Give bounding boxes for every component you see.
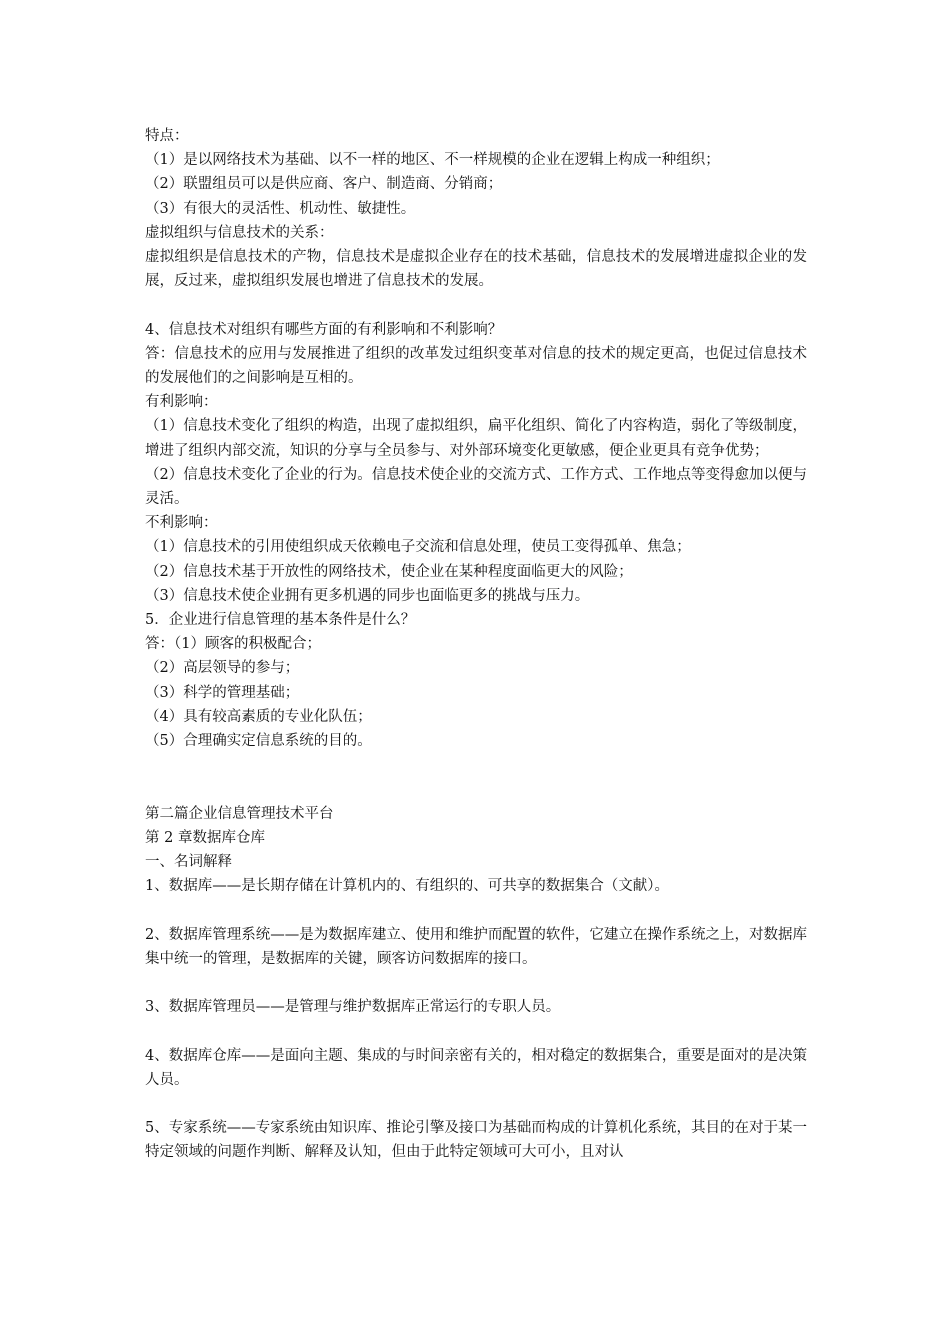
- blank-lines: [145, 753, 807, 801]
- section-title: 第二篇企业信息管理技术平台: [145, 805, 334, 822]
- definition-1: 1、数据库——是长期存储在计算机内的、有组织的、可共享的数据集合（文献）。: [145, 878, 669, 895]
- paragraph-answer-4: 答：信息技术的应用与发展推进了组织的改革发过组织变革对信息的技术的规定更高，也促过信息技术的发展他们的之间影响是互相的。: [145, 345, 807, 387]
- paragraph-feature-3: （3）有很大的灵活性、机动性、敏捷性。: [145, 200, 416, 217]
- definition-5: 5、专家系统——专家系统由知识库、推论引擎及接口为基础而构成的计算机化系统，其目的在对于某一特定领域的问题作判断、解释及认知，但由于此特定领域可大可小，且对认: [145, 1120, 807, 1161]
- chapter-title: 第 2 章数据库仓库: [145, 829, 265, 846]
- paragraph-answer-5-3: （3）科学的管理基础；: [145, 684, 300, 701]
- paragraph-negative-1: （1）信息技术的引用使组织成天依赖电子交流和信息处理，使员工变得孤单、焦急；: [145, 539, 691, 556]
- paragraph-positive-heading: 有利影响：: [145, 394, 218, 411]
- paragraph-answer-5-4: （4）具有较高素质的专业化队伍；: [145, 708, 372, 725]
- blank-line: [145, 898, 807, 922]
- blank-line: [145, 971, 807, 995]
- paragraph-relation-heading: 虚拟组织与信息技术的关系：: [145, 224, 334, 241]
- blank-line: [145, 293, 807, 317]
- paragraph-question-4: 4、信息技术对组织有哪些方面的有利影响和不利影响？: [145, 321, 503, 338]
- paragraph-feature-1: （1）是以网络技术为基础、以不一样的地区、不一样规模的企业在逻辑上构成一种组织；: [145, 152, 720, 169]
- paragraph-negative-heading: 不利影响：: [145, 515, 218, 532]
- paragraph-answer-5-2: （2）高层领导的参与；: [145, 660, 300, 677]
- paragraph-positive-1: （1）信息技术变化了组织的构造，出现了虚拟组织，扁平化组织、简化了内容构造，弱化了等级制度，增进了组织内部交流，知识的分享与全员参与、对外部环境变化更敏感，便企业更具有竞争优势；: [145, 418, 807, 459]
- paragraph-negative-3: （3）信息技术使企业拥有更多机遇的同步也面临更多的挑战与压力。: [145, 587, 590, 604]
- paragraph-positive-2: （2）信息技术变化了企业的行为。信息技术使企业的交流方式、工作方式、工作地点等变得愈加以便与灵活。: [145, 466, 807, 508]
- definition-3: 3、数据库管理员——是管理与维护数据库正常运行的专职人员。: [145, 999, 561, 1016]
- blank-line: [145, 1092, 807, 1116]
- paragraph-relation-body: 虚拟组织是信息技术的产物，信息技术是虚拟企业存在的技术基础，信息技术的发展增进虚拟企业的发展，反过来，虚拟组织发展也增进了信息技术的发展。: [145, 249, 807, 290]
- paragraph-features-heading: 特点：: [145, 128, 189, 144]
- paragraph-answer-5-1: 答：（1）顾客的积极配合；: [145, 636, 321, 653]
- definition-4: 4、数据库仓库——是面向主题、集成的与时间亲密有关的，相对稳定的数据集合，重要是面对的是决策人员。: [145, 1047, 807, 1088]
- document-body: [145, 124, 807, 1165]
- blank-line: [145, 1019, 807, 1043]
- paragraph-feature-2: （2）联盟组员可以是供应商、客户、制造商、分销商；: [145, 176, 503, 193]
- definition-2: 2、数据库管理系统——是为数据库建立、使用和维护而配置的软件，它建立在操作系统之上，对数据库集中统一的管理，是数据库的关键，顾客访问数据库的接口。: [145, 926, 807, 967]
- paragraph-negative-2: （2）信息技术基于开放性的网络技术，使企业在某种程度面临更大的风险；: [145, 563, 633, 580]
- paragraph-question-5: 5．企业进行信息管理的基本条件是什么？: [145, 612, 416, 629]
- subsection-title: 一、名词解释: [145, 854, 232, 871]
- paragraph-answer-5-5: （5）合理确实定信息系统的目的。: [145, 733, 372, 750]
